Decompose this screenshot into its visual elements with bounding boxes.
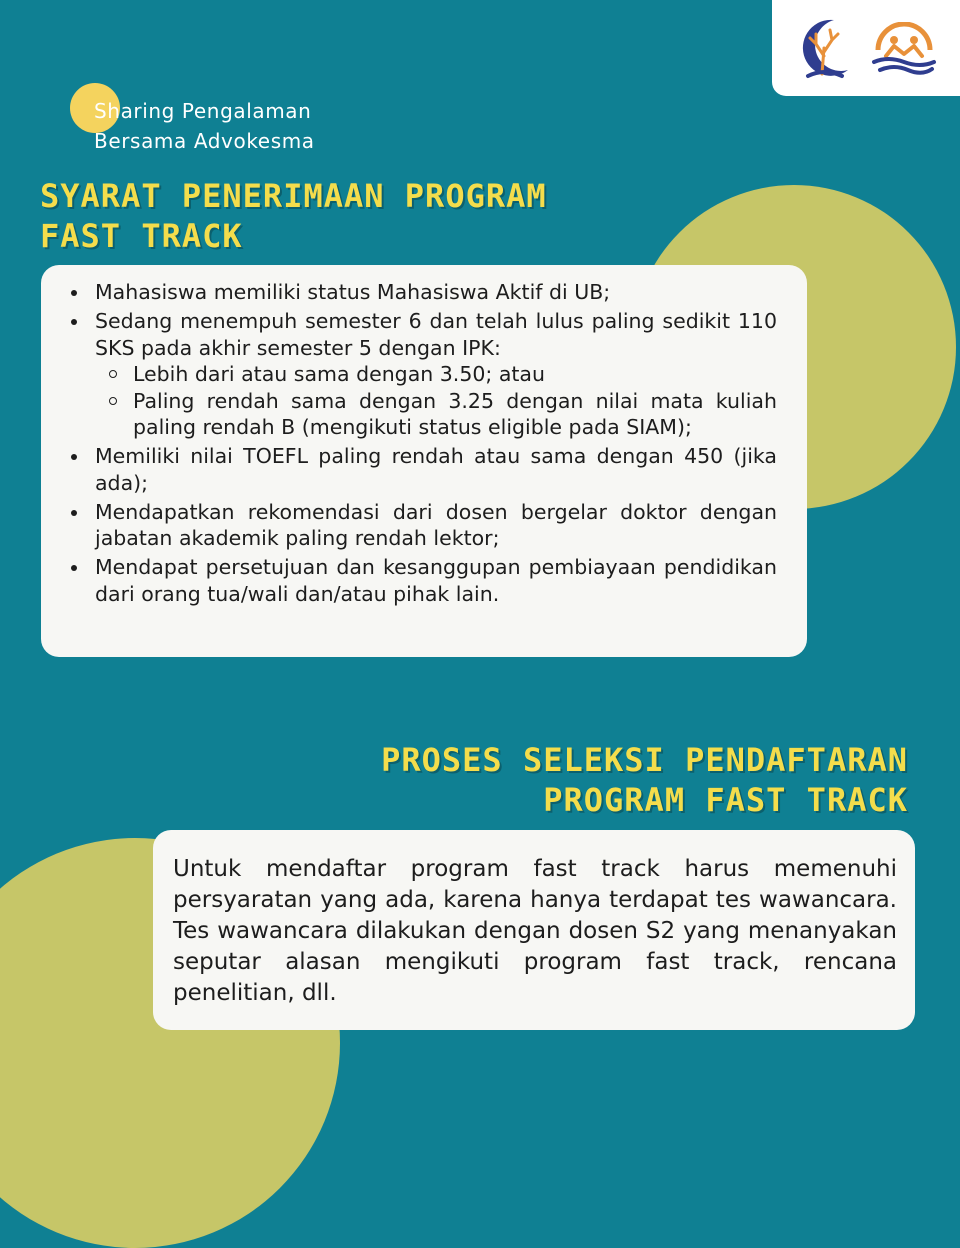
heading-line: PROGRAM FAST TRACK xyxy=(543,781,908,819)
people-wave-logo-icon xyxy=(868,22,940,76)
gpa-sublist xyxy=(95,361,777,441)
list-item xyxy=(95,308,777,441)
list-item: Mahasiswa memiliki status Mahasiswa Aktif di UB; xyxy=(95,279,777,306)
requirements-heading xyxy=(40,176,547,256)
selection-process-heading xyxy=(381,740,908,820)
subtitle-line: Bersama Advokesma xyxy=(94,129,315,153)
page-subtitle xyxy=(94,96,315,156)
requirements-panel xyxy=(41,265,807,657)
heading-line: SYARAT PENERIMAAN PROGRAM xyxy=(40,177,547,215)
logo-card xyxy=(772,0,960,96)
sublist-item: Paling rendah sama dengan 3.25 dengan nilai mata kuliah paling rendah B (mengikuti status eligible pada SIAM); xyxy=(133,388,777,439)
selection-process-panel xyxy=(153,830,915,1030)
heading-line: PROSES SELEKSI PENDAFTARAN xyxy=(381,741,908,779)
requirements-list xyxy=(95,279,777,607)
tree-moon-logo-icon xyxy=(794,14,854,80)
selection-process-text: Untuk mendaftar program fast track harus memenuhi persyaratan yang ada, karena hanya terdapat tes wawancara. Tes wawancara dilakukan dengan dosen S2 yang menanyakan seputar alasan mengikuti program fast track, rencana penelitian, dll. xyxy=(173,856,897,1006)
heading-line: FAST TRACK xyxy=(40,217,243,255)
list-item: Mendapatkan rekomendasi dari dosen bergelar doktor dengan jabatan akademik paling rendah lektor; xyxy=(95,499,777,550)
list-item: Mendapat persetujuan dan kesanggupan pembiayaan pendidikan dari orang tua/wali dan/atau pihak lain. xyxy=(95,555,777,606)
list-item-text: Sedang menempuh semester 6 dan telah lulus paling sedikit 110 SKS pada akhir semester 5 dengan IPK: xyxy=(95,309,777,360)
subtitle-line: Sharing Pengalaman xyxy=(94,99,312,123)
sublist-item: Lebih dari atau sama dengan 3.50; atau xyxy=(133,361,777,388)
list-item: Memiliki nilai TOEFL paling rendah atau sama dengan 450 (jika ada); xyxy=(95,444,777,495)
